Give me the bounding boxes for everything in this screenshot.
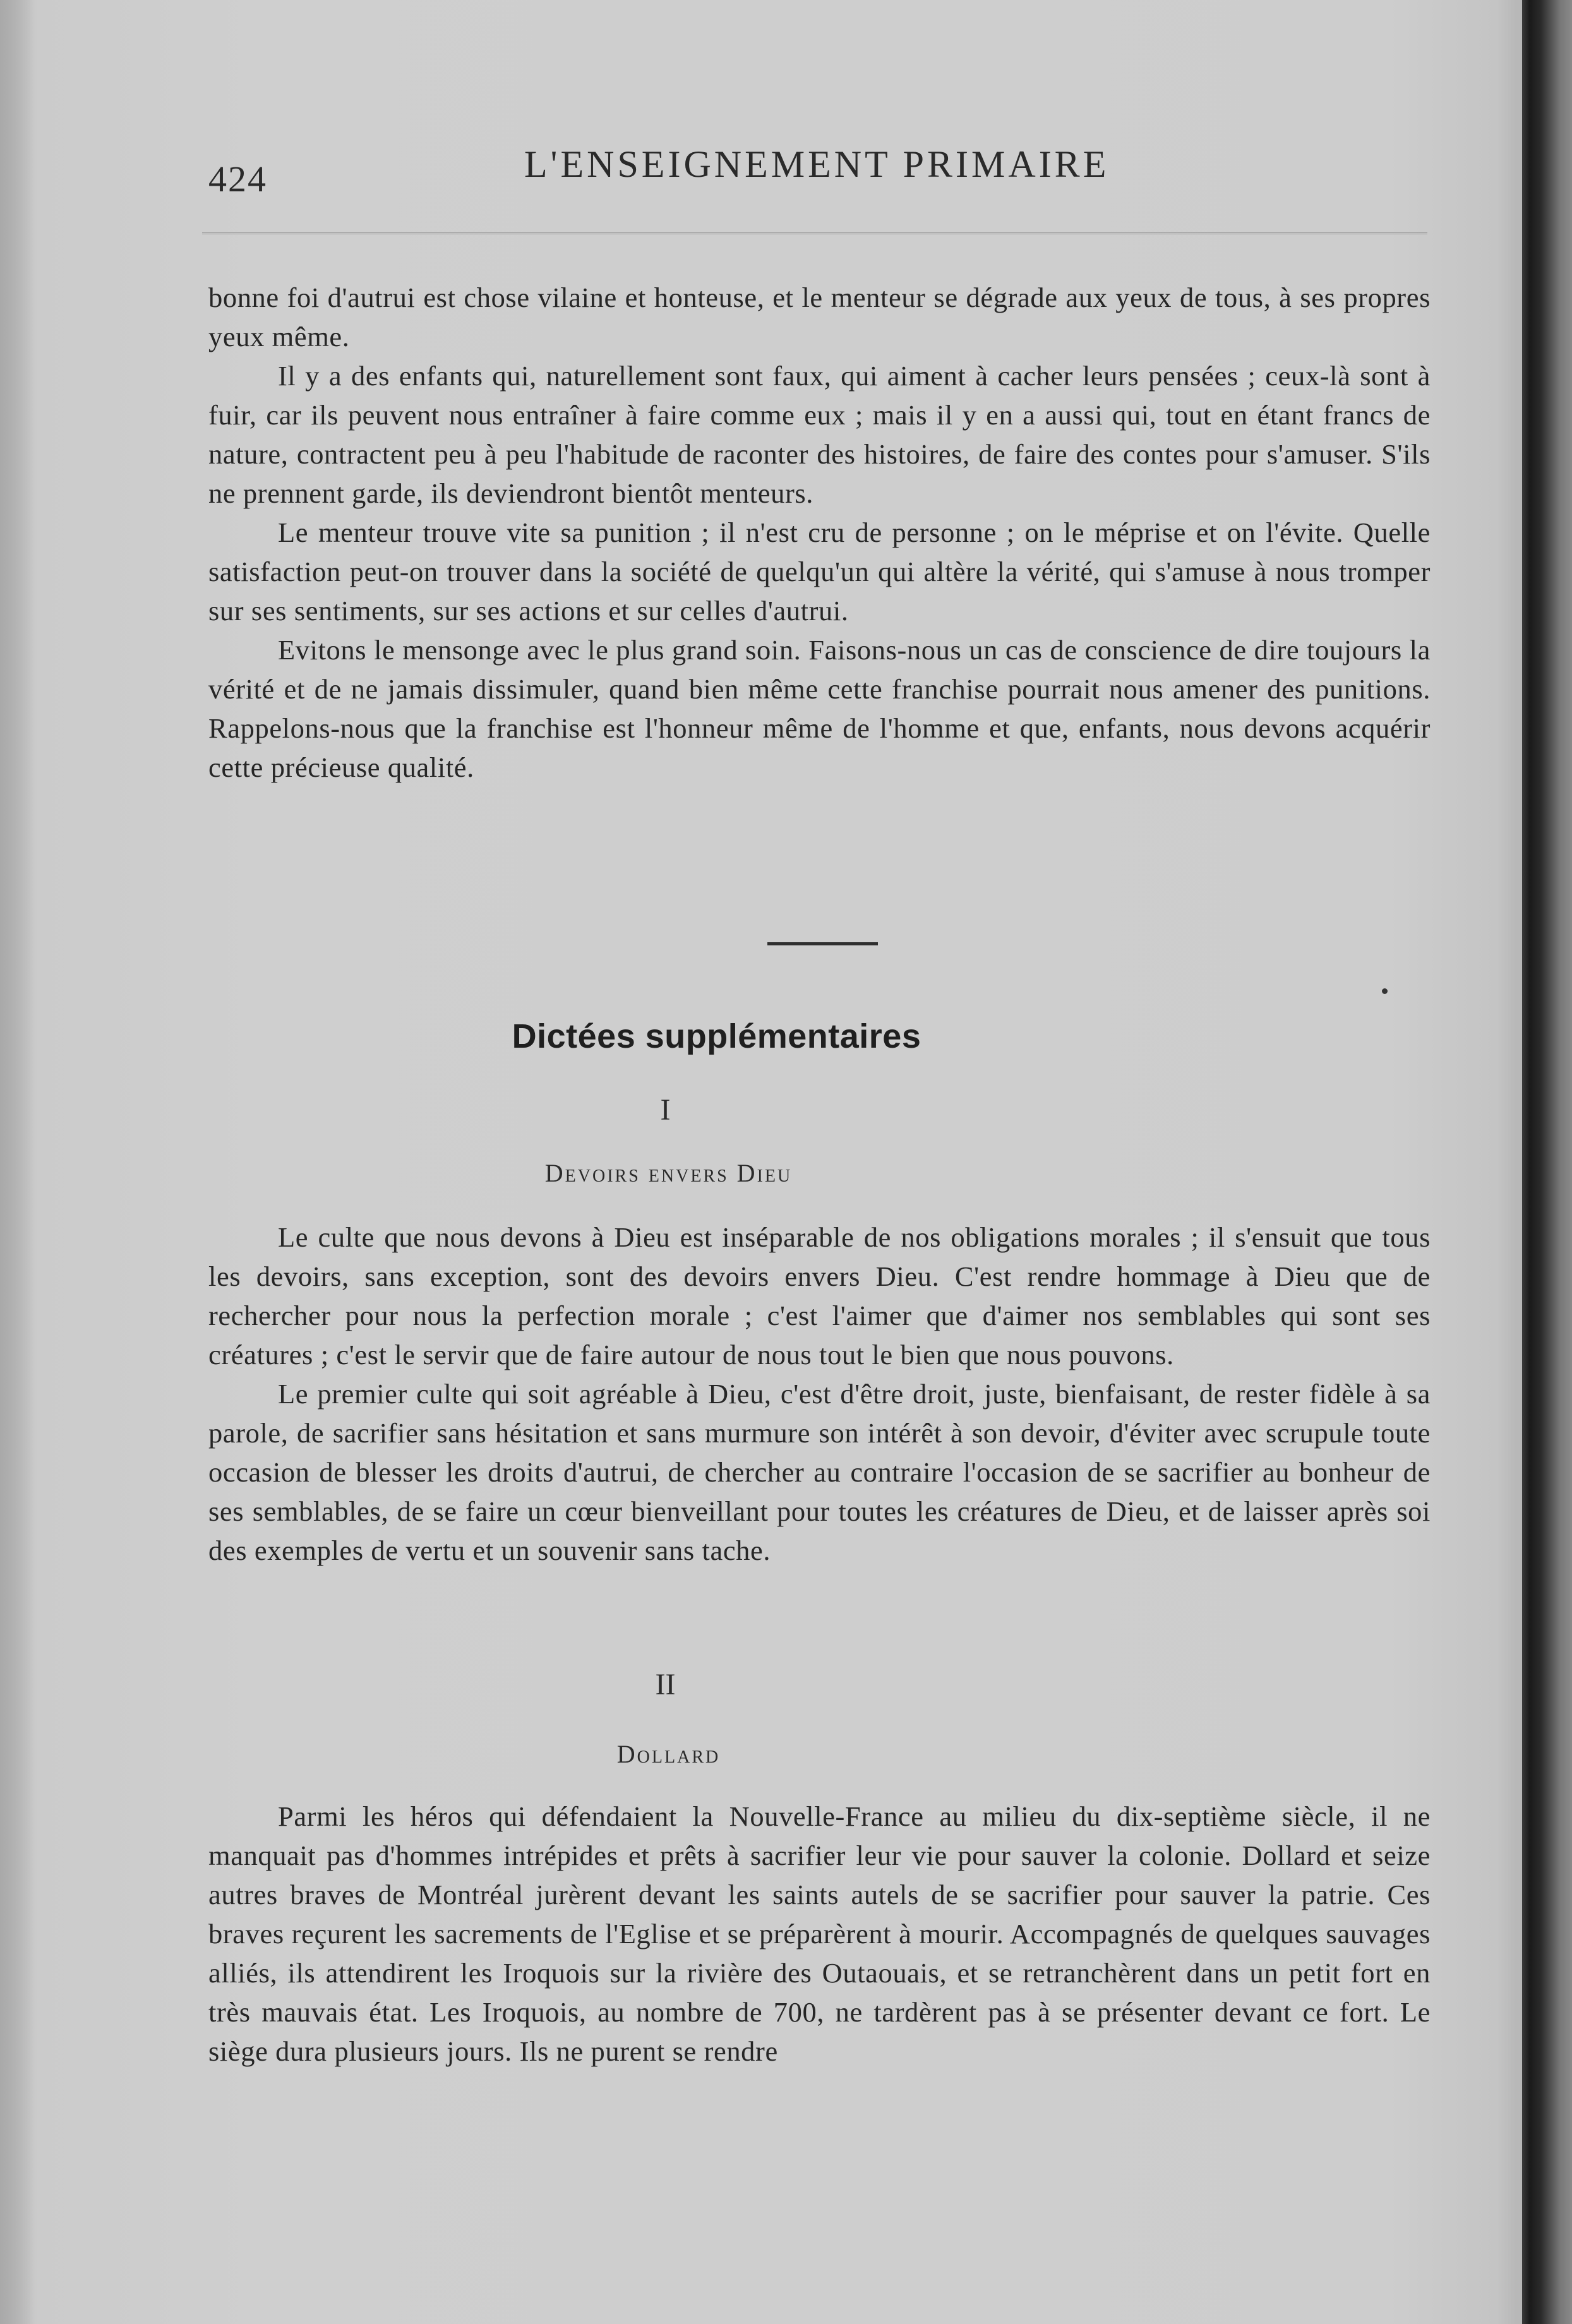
section-separator: [767, 942, 878, 945]
paragraph: Parmi les héros qui défendaient la Nouvelle-France au milieu du dix-septième siècle, il ne manquait pas d'hommes intrépides et prêts à sacrifier leur vie pour sauver la colonie. Dollard et seize autres braves de Montréal jurèrent devant les saints autels de se sacrifier pour sauver la patrie. Ces braves reçurent les sacrements de l'Eglise et se préparèrent à mourir. Accompagnés de quelques sauvages alliés, ils attendirent les Iroquois sur la rivière des Outaouais, et se retranchèrent dans un petit fort en très mauvais état. Les Iroquois, au nombre de 700, ne tardèrent pas à se présenter devant ce fort. Le siège dura plusieurs jours. Ils ne purent se rendre: [208, 1800, 1431, 2067]
dictee-numeral: II: [655, 1668, 676, 1701]
paragraph: Le culte que nous devons à Dieu est inséparable de nos obligations morales ; il s'ensuit que tous les devoirs, sans exception, sont des devoirs envers Dieu. C'est rendre hommage à Dieu que de rechercher pour nous la perfection morale ; c'est l'aimer que d'aimer nos semblables qui sont ses créatures ; c'est le servir que de faire autour de nous tout le bien que nous pouvons.: [208, 1221, 1431, 1370]
section-title: Dictées supplémentaires: [512, 1017, 921, 1055]
intro-text: [208, 278, 1431, 787]
running-head: L'ENSEIGNEMENT PRIMAIRE: [524, 143, 1110, 185]
dictee-title: Devoirs envers Dieu: [544, 1159, 793, 1187]
paragraph: Le premier culte qui soit agréable à Dieu, c'est d'être droit, juste, bienfaisant, de rester fidèle à sa parole, de sacrifier sans hésitation et sans murmure son intérêt à son devoir, d'éviter avec scrupule toute occasion de blesser les droits d'autrui, de chercher au contraire l'occasion de se sacrifier au bonheur de ses semblables, de se faire un cœur bienveillant pour toutes les créatures de Dieu, et de laisser après soi des exemples de vertu et un souvenir sans tache.: [208, 1378, 1431, 1566]
paragraph: Evitons le mensonge avec le plus grand soin. Faisons-nous un cas de conscience de dire toujours la vérité et de ne jamais dissimuler, quand bien même cette franchise pourrait nous amener des punitions. Rappelons-nous que la franchise est l'honneur même de l'homme et que, enfants, nous devons acquérir cette précieuse qualité.: [208, 634, 1431, 783]
page-number: 424: [208, 159, 267, 200]
paragraph: Le menteur trouve vite sa punition ; il n'est cru de personne ; on le méprise et on l'évite. Quelle satisfaction peut-on trouver dans la société de quelqu'un qui altère la vérité, qui s'amuse à nous tromper sur ses sentiments, sur ses actions et sur celles d'autrui.: [208, 517, 1431, 626]
dictee-1-text: [208, 1218, 1431, 1570]
page-header: [208, 143, 1427, 200]
book-spine-edge: [1522, 0, 1572, 2324]
header-rule: [202, 232, 1427, 234]
dictee-title: Dollard: [616, 1740, 721, 1768]
dictee-numeral: I: [660, 1093, 671, 1127]
paragraph: Il y a des enfants qui, naturellement sont faux, qui aiment à cacher leurs pensées ; ceux-là sont à fuir, car ils peuvent nous entraîner à faire comme eux ; mais il y en a aussi qui, tout en étant francs de nature, contractent peu à peu l'habitude de raconter des histoires, de faire des contes pour s'amuser. S'ils ne prennent garde, ils deviendront bientôt menteurs.: [208, 360, 1431, 509]
dictee-2-text: [208, 1797, 1431, 2071]
paragraph: bonne foi d'autrui est chose vilaine et honteuse, et le menteur se dégrade aux yeux de tous, à ses propres yeux même.: [208, 282, 1431, 352]
ink-speck: [1382, 988, 1388, 994]
